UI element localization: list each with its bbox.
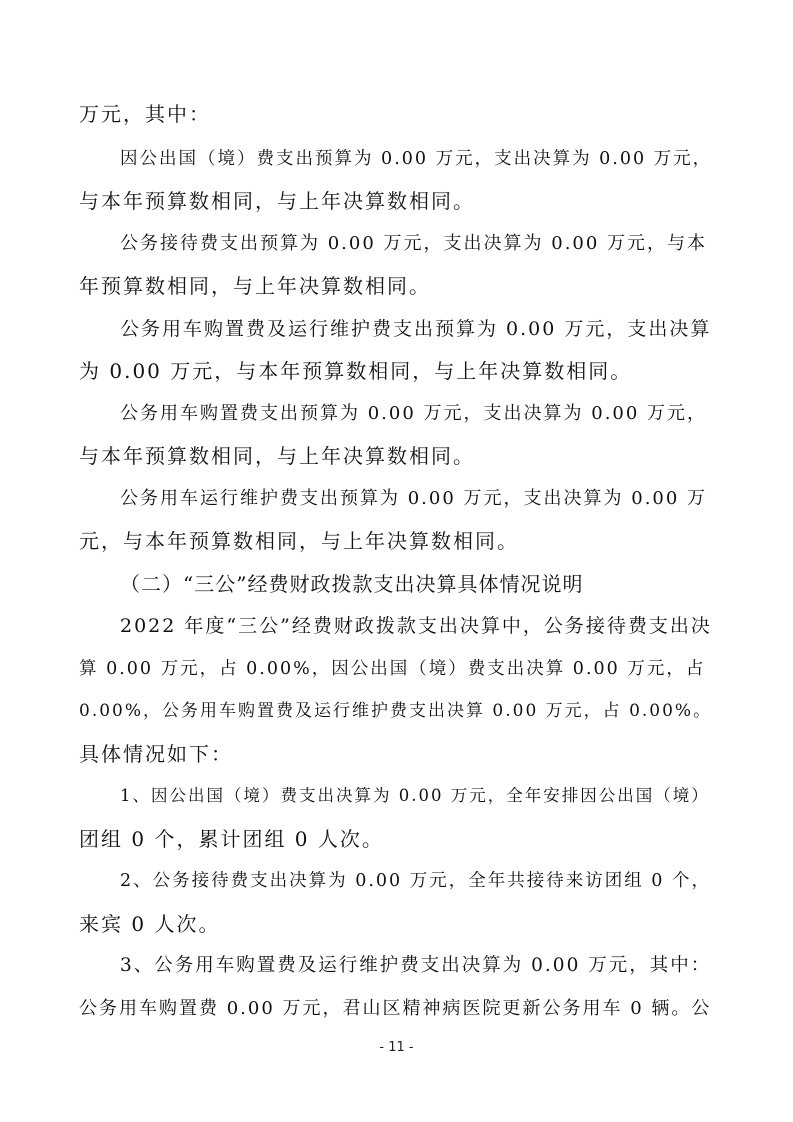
text-line: 为 0.00 万元，与本年预算数相同，与上年决算数相同。 <box>79 359 633 383</box>
text-line: 具体情况如下： <box>79 742 233 766</box>
text-line: 公务接待费支出预算为 0.00 万元，支出决算为 0.00 万元，与本 <box>120 233 708 254</box>
page-number: - 11 - <box>379 1040 414 1055</box>
text-line: 团组 0 个，累计团组 0 人次。 <box>79 827 384 851</box>
text-line: 2022 年度“三公”经费财政拨款支出决算中，公务接待费支出决 <box>120 615 712 637</box>
text-line: 万元，其中： <box>79 102 211 126</box>
text-line: 算 0.00 万元，占 0.00%，因公出国（境）费支出决算 0.00 万元，占 <box>79 659 706 679</box>
section-heading: （二）“三公”经费财政拨款支出决算具体情况说明 <box>120 572 584 596</box>
text-line: 元，与本年预算数相同，与上年决算数相同。 <box>79 529 519 553</box>
text-line: 年预算数相同，与上年决算数相同。 <box>79 274 431 298</box>
text-line: 0.00%，公务用车购置费及运行维护费支出决算 0.00 万元，占 0.00%。 <box>79 701 713 721</box>
text-line: 3、公务用车购置费及运行维护费支出决算为 0.00 万元，其中： <box>120 955 712 976</box>
text-line: 来宾 0 人次。 <box>79 912 221 936</box>
text-line: 公务用车购置费及运行维护费支出预算为 0.00 万元，支出决算 <box>120 318 712 340</box>
text-line: 因公出国（境）费支出预算为 0.00 万元，支出决算为 0.00 万元， <box>120 149 713 169</box>
text-line: 与本年预算数相同，与上年决算数相同。 <box>79 444 475 468</box>
text-line: 公务用车购置费 0.00 万元，君山区精神病医院更新公务用车 0 辆。公 <box>79 998 712 1019</box>
text-line: 2、公务接待费支出决算为 0.00 万元，全年共接待来访团组 0 个， <box>120 871 711 891</box>
text-line: 1、因公出国（境）费支出决算为 0.00 万元，全年安排因公出国（境） <box>120 786 710 805</box>
text-line: 与本年预算数相同，与上年决算数相同。 <box>79 189 475 213</box>
text-line: 公务用车购置费支出预算为 0.00 万元，支出决算为 0.00 万元， <box>120 403 708 424</box>
text-line: 公务用车运行维护费支出预算为 0.00 万元，支出决算为 0.00 万 <box>120 488 708 509</box>
